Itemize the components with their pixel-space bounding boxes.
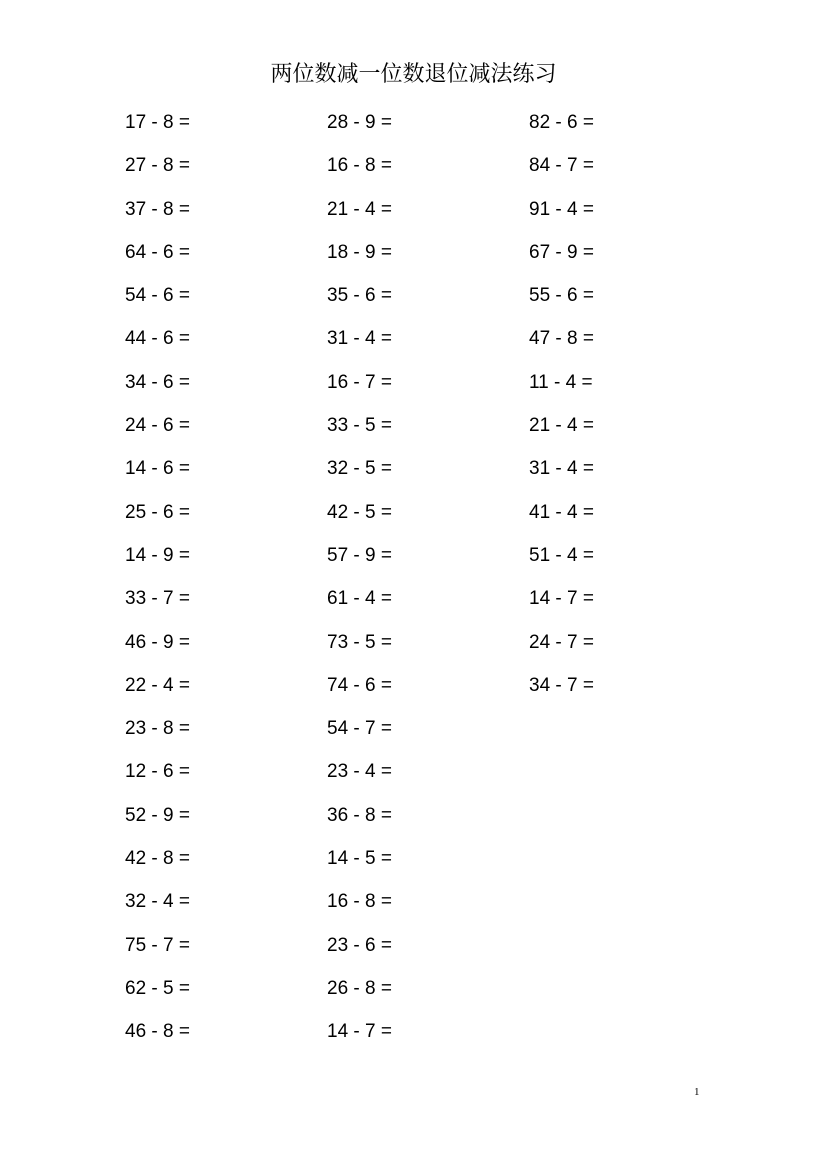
- math-problem: 18 - 9 =: [327, 241, 392, 263]
- math-problem: 21 - 4 =: [327, 198, 392, 220]
- math-problem: 34 - 7 =: [529, 674, 594, 696]
- problem-column-3: [529, 110, 594, 716]
- math-problem: 14 - 9 =: [125, 544, 190, 566]
- math-problem: 26 - 8 =: [327, 977, 392, 999]
- math-problem: 64 - 6 =: [125, 241, 190, 263]
- math-problem: 47 - 8 =: [529, 328, 594, 350]
- math-problem: 82 - 6 =: [529, 112, 594, 133]
- page-title: 两位数减一位数退位减法练习: [270, 62, 557, 87]
- math-problem: 73 - 5 =: [327, 631, 392, 653]
- math-problem: 84 - 7 =: [529, 155, 594, 177]
- math-problem: 28 - 9 =: [327, 112, 392, 133]
- math-problem: 21 - 4 =: [529, 415, 594, 437]
- math-problem: 42 - 5 =: [327, 501, 392, 523]
- math-problem: 33 - 7 =: [125, 588, 190, 610]
- math-problem: 52 - 9 =: [125, 804, 190, 826]
- math-problem: 31 - 4 =: [327, 328, 392, 350]
- math-problem: 16 - 8 =: [327, 155, 392, 177]
- math-problem: 23 - 6 =: [327, 934, 392, 956]
- math-problem: 25 - 6 =: [125, 501, 190, 523]
- page-number: 1: [694, 1086, 700, 1098]
- math-problem: 37 - 8 =: [125, 198, 190, 220]
- math-problem: 34 - 6 =: [125, 371, 190, 393]
- math-problem: 16 - 7 =: [327, 371, 392, 393]
- math-problem: 51 - 4 =: [529, 544, 594, 566]
- math-problem: 14 - 7 =: [327, 1021, 392, 1043]
- math-problem: 24 - 6 =: [125, 415, 190, 437]
- math-problem: 62 - 5 =: [125, 977, 190, 999]
- math-problem: 14 - 7 =: [529, 588, 594, 610]
- math-problem: 23 - 4 =: [327, 761, 392, 783]
- math-problem: 36 - 8 =: [327, 804, 392, 826]
- math-problem: 33 - 5 =: [327, 415, 392, 437]
- math-problem: 35 - 6 =: [327, 285, 392, 307]
- math-problem: 74 - 6 =: [327, 674, 392, 696]
- math-problem: 16 - 8 =: [327, 891, 392, 913]
- math-problem: 54 - 7 =: [327, 718, 392, 740]
- math-problem: 27 - 8 =: [125, 155, 190, 177]
- math-problem: 22 - 4 =: [125, 674, 190, 696]
- math-problem: 14 - 6 =: [125, 458, 190, 480]
- problem-column-2: [327, 110, 392, 1063]
- math-problem: 12 - 6 =: [125, 761, 190, 783]
- math-problem: 32 - 4 =: [125, 891, 190, 913]
- math-problem: 55 - 6 =: [529, 285, 594, 307]
- math-problem: 44 - 6 =: [125, 328, 190, 350]
- math-problem: 54 - 6 =: [125, 285, 190, 307]
- math-problem: 14 - 5 =: [327, 848, 392, 870]
- math-problem: 46 - 8 =: [125, 1021, 190, 1043]
- math-problem: 91 - 4 =: [529, 198, 594, 220]
- math-problem: 31 - 4 =: [529, 458, 594, 480]
- math-problem: 23 - 8 =: [125, 718, 190, 740]
- math-problem: 57 - 9 =: [327, 544, 392, 566]
- math-problem: 11 - 4 =: [529, 371, 593, 393]
- math-problem: 67 - 9 =: [529, 241, 594, 263]
- math-problem: 61 - 4 =: [327, 588, 392, 610]
- problem-column-1: [125, 110, 190, 1063]
- math-problem: 24 - 7 =: [529, 631, 594, 653]
- math-problem: 41 - 4 =: [529, 501, 594, 523]
- math-problem: 42 - 8 =: [125, 848, 190, 870]
- math-problem: 75 - 7 =: [125, 934, 190, 956]
- math-problem: 32 - 5 =: [327, 458, 392, 480]
- math-problem: 17 - 8 =: [125, 112, 190, 133]
- math-problem: 46 - 9 =: [125, 631, 190, 653]
